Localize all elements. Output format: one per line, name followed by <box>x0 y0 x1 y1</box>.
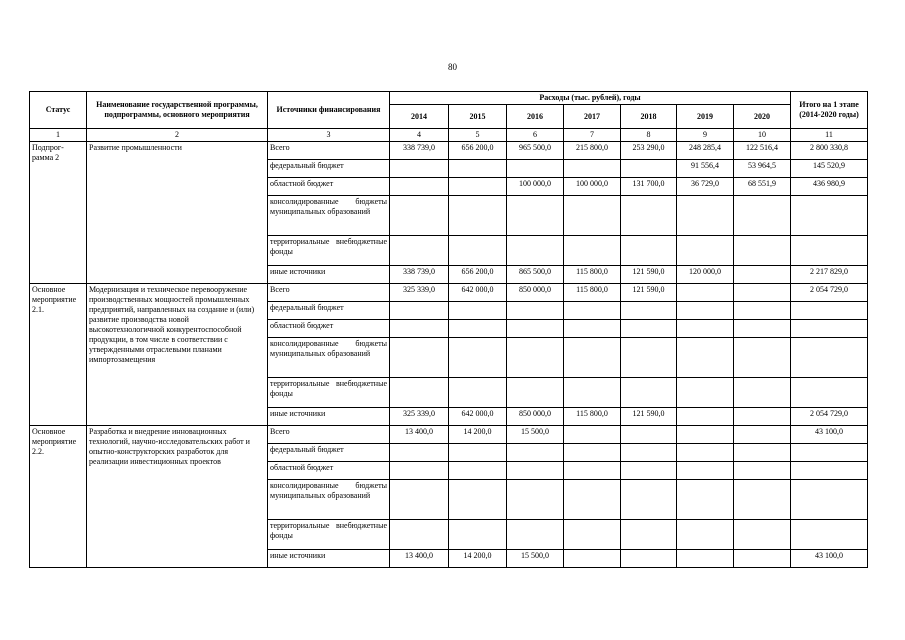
year-value-cell: 115 800,0 <box>564 284 621 302</box>
column-number: 7 <box>564 129 621 142</box>
funding-source-cell: федеральный бюджет <box>268 160 390 178</box>
year-value-cell <box>390 196 449 236</box>
total-value-cell: 2 217 829,0 <box>791 266 868 284</box>
header-year: 2020 <box>734 105 791 129</box>
status-cell: Основное мероприятие 2.1. <box>30 284 87 426</box>
column-number: 5 <box>449 129 507 142</box>
year-value-cell <box>734 378 791 408</box>
year-value-cell: 15 500,0 <box>507 550 564 568</box>
total-value-cell <box>791 520 868 550</box>
header-year: 2018 <box>621 105 677 129</box>
year-value-cell <box>390 462 449 480</box>
year-value-cell <box>564 444 621 462</box>
year-value-cell <box>621 302 677 320</box>
year-value-cell <box>449 338 507 378</box>
year-value-cell <box>621 338 677 378</box>
year-value-cell <box>507 462 564 480</box>
year-value-cell: 642 000,0 <box>449 284 507 302</box>
page-number: 80 <box>448 62 457 72</box>
funding-source-cell: областной бюджет <box>268 178 390 196</box>
program-name-cell: Разработка и внедрение инновационных технологий, научно-исследовательских работ и опытно-конструкторских разработок для реализации инвестиционных проектов <box>87 426 268 568</box>
total-value-cell <box>791 480 868 520</box>
header-status: Статус <box>30 92 87 129</box>
year-value-cell: 325 339,0 <box>390 408 449 426</box>
year-value-cell: 122 516,4 <box>734 142 791 160</box>
header-year: 2016 <box>507 105 564 129</box>
year-value-cell: 100 000,0 <box>507 178 564 196</box>
program-name-cell: Развитие промышленности <box>87 142 268 284</box>
year-value-cell <box>507 520 564 550</box>
header-year: 2014 <box>390 105 449 129</box>
total-value-cell: 436 980,9 <box>791 178 868 196</box>
year-value-cell: 121 590,0 <box>621 408 677 426</box>
year-value-cell <box>449 462 507 480</box>
total-value-cell <box>791 462 868 480</box>
year-value-cell <box>507 196 564 236</box>
year-value-cell <box>507 236 564 266</box>
year-value-cell <box>390 178 449 196</box>
year-value-cell <box>449 302 507 320</box>
year-value-cell: 115 800,0 <box>564 266 621 284</box>
year-value-cell: 656 200,0 <box>449 266 507 284</box>
funding-source-cell: иные источники <box>268 408 390 426</box>
year-value-cell <box>621 378 677 408</box>
year-value-cell <box>564 320 621 338</box>
year-value-cell <box>564 550 621 568</box>
total-value-cell <box>791 338 868 378</box>
year-value-cell <box>564 378 621 408</box>
funding-source-cell: территориальные внебюджетные фонды <box>268 236 390 266</box>
year-value-cell <box>564 480 621 520</box>
year-value-cell: 68 551,9 <box>734 178 791 196</box>
year-value-cell: 865 500,0 <box>507 266 564 284</box>
year-value-cell <box>390 160 449 178</box>
year-value-cell <box>734 196 791 236</box>
total-value-cell: 43 100,0 <box>791 550 868 568</box>
funding-source-cell: иные источники <box>268 550 390 568</box>
year-value-cell <box>449 444 507 462</box>
year-value-cell <box>677 550 734 568</box>
budget-table <box>29 91 868 568</box>
year-value-cell <box>390 320 449 338</box>
year-value-cell: 120 000,0 <box>677 266 734 284</box>
total-value-cell: 145 520,9 <box>791 160 868 178</box>
total-value-cell: 2 054 729,0 <box>791 284 868 302</box>
column-number: 1 <box>30 129 87 142</box>
program-name-cell: Модернизация и техническое перевооружение производственных мощностей промышленных предприятий, направленных на создание и (или) развитие производства новой высокотехнологичной конкурентоспособной продукции, в том числе в соответствии с утвержденными отраслевыми планами импортозамещения <box>87 284 268 426</box>
year-value-cell: 14 200,0 <box>449 426 507 444</box>
year-value-cell <box>734 338 791 378</box>
year-value-cell: 53 964,5 <box>734 160 791 178</box>
funding-source-cell: консолидированные бюджеты муниципальных образований <box>268 196 390 236</box>
year-value-cell <box>390 378 449 408</box>
year-value-cell <box>390 338 449 378</box>
year-value-cell <box>449 480 507 520</box>
year-value-cell: 91 556,4 <box>677 160 734 178</box>
table-row <box>30 142 868 160</box>
year-value-cell <box>734 302 791 320</box>
year-value-cell <box>564 302 621 320</box>
year-value-cell <box>734 520 791 550</box>
total-value-cell <box>791 236 868 266</box>
year-value-cell <box>734 408 791 426</box>
year-value-cell <box>621 520 677 550</box>
year-value-cell <box>507 338 564 378</box>
year-value-cell <box>449 378 507 408</box>
year-value-cell <box>677 444 734 462</box>
year-value-cell: 121 590,0 <box>621 284 677 302</box>
year-value-cell <box>564 236 621 266</box>
year-value-cell <box>677 236 734 266</box>
funding-source-cell: консолидированные бюджеты муниципальных образований <box>268 480 390 520</box>
year-value-cell <box>621 444 677 462</box>
year-value-cell <box>507 480 564 520</box>
funding-source-cell: федеральный бюджет <box>268 302 390 320</box>
funding-source-cell: территориальные внебюджетные фонды <box>268 520 390 550</box>
year-value-cell <box>449 178 507 196</box>
year-value-cell <box>677 284 734 302</box>
year-value-cell <box>507 302 564 320</box>
header-sources: Источники финансирования <box>268 92 390 129</box>
funding-source-cell: Всего <box>268 426 390 444</box>
year-value-cell <box>390 444 449 462</box>
year-value-cell: 338 739,0 <box>390 266 449 284</box>
total-value-cell <box>791 196 868 236</box>
year-value-cell <box>734 236 791 266</box>
year-value-cell <box>734 462 791 480</box>
year-value-cell <box>390 480 449 520</box>
header-total: Итого на 1 этапе (2014-2020 годы) <box>791 92 868 129</box>
year-value-cell <box>621 320 677 338</box>
year-value-cell <box>564 520 621 550</box>
total-value-cell <box>791 302 868 320</box>
column-number: 2 <box>87 129 268 142</box>
year-value-cell <box>507 444 564 462</box>
year-value-cell <box>507 160 564 178</box>
year-value-cell <box>449 236 507 266</box>
year-value-cell <box>449 196 507 236</box>
year-value-cell: 253 290,0 <box>621 142 677 160</box>
table-row <box>30 284 868 302</box>
funding-source-cell: консолидированные бюджеты муниципальных образований <box>268 338 390 378</box>
year-value-cell <box>677 378 734 408</box>
funding-source-cell: областной бюджет <box>268 462 390 480</box>
year-value-cell <box>734 550 791 568</box>
year-value-cell <box>449 520 507 550</box>
column-numbers-row <box>30 129 868 142</box>
column-number: 3 <box>268 129 390 142</box>
year-value-cell: 642 000,0 <box>449 408 507 426</box>
total-value-cell: 2 054 729,0 <box>791 408 868 426</box>
column-number: 6 <box>507 129 564 142</box>
year-value-cell <box>621 160 677 178</box>
year-value-cell: 850 000,0 <box>507 284 564 302</box>
year-value-cell <box>677 426 734 444</box>
year-value-cell <box>677 408 734 426</box>
year-value-cell <box>734 444 791 462</box>
column-number: 8 <box>621 129 677 142</box>
year-value-cell <box>564 426 621 444</box>
year-value-cell <box>390 302 449 320</box>
year-value-cell: 13 400,0 <box>390 426 449 444</box>
year-value-cell: 115 800,0 <box>564 408 621 426</box>
year-value-cell <box>390 236 449 266</box>
funding-source-cell: Всего <box>268 284 390 302</box>
total-value-cell <box>791 320 868 338</box>
year-value-cell <box>621 236 677 266</box>
year-value-cell <box>449 320 507 338</box>
year-value-cell <box>621 550 677 568</box>
year-value-cell: 15 500,0 <box>507 426 564 444</box>
year-value-cell: 131 700,0 <box>621 178 677 196</box>
header-year: 2017 <box>564 105 621 129</box>
year-value-cell <box>507 320 564 338</box>
funding-source-cell: территориальные внебюджетные фонды <box>268 378 390 408</box>
year-value-cell <box>734 284 791 302</box>
year-value-cell: 215 800,0 <box>564 142 621 160</box>
year-value-cell <box>734 320 791 338</box>
year-value-cell: 965 500,0 <box>507 142 564 160</box>
header-expenses: Расходы (тыс. рублей), годы <box>390 92 791 105</box>
status-cell: Основное мероприятие 2.2. <box>30 426 87 568</box>
year-value-cell: 850 000,0 <box>507 408 564 426</box>
funding-source-cell: областной бюджет <box>268 320 390 338</box>
total-value-cell <box>791 378 868 408</box>
funding-source-cell: Всего <box>268 142 390 160</box>
year-value-cell: 248 285,4 <box>677 142 734 160</box>
year-value-cell: 13 400,0 <box>390 550 449 568</box>
year-value-cell <box>677 462 734 480</box>
year-value-cell: 656 200,0 <box>449 142 507 160</box>
year-value-cell: 36 729,0 <box>677 178 734 196</box>
funding-source-cell: иные источники <box>268 266 390 284</box>
year-value-cell <box>677 302 734 320</box>
year-value-cell <box>677 480 734 520</box>
year-value-cell <box>734 426 791 444</box>
year-value-cell <box>677 196 734 236</box>
funding-source-cell: федеральный бюджет <box>268 444 390 462</box>
year-value-cell: 14 200,0 <box>449 550 507 568</box>
year-value-cell <box>564 160 621 178</box>
column-number: 11 <box>791 129 868 142</box>
header-year: 2019 <box>677 105 734 129</box>
year-value-cell <box>564 462 621 480</box>
column-number: 9 <box>677 129 734 142</box>
year-value-cell <box>621 426 677 444</box>
year-value-cell <box>734 480 791 520</box>
year-value-cell <box>390 520 449 550</box>
total-value-cell: 2 800 330,8 <box>791 142 868 160</box>
column-number: 4 <box>390 129 449 142</box>
year-value-cell <box>621 480 677 520</box>
total-value-cell <box>791 444 868 462</box>
year-value-cell <box>449 160 507 178</box>
year-value-cell <box>507 378 564 408</box>
total-value-cell: 43 100,0 <box>791 426 868 444</box>
header-year: 2015 <box>449 105 507 129</box>
year-value-cell <box>677 320 734 338</box>
year-value-cell <box>621 196 677 236</box>
year-value-cell: 100 000,0 <box>564 178 621 196</box>
year-value-cell <box>734 266 791 284</box>
year-value-cell <box>677 338 734 378</box>
year-value-cell <box>621 462 677 480</box>
table-row <box>30 426 868 444</box>
year-value-cell <box>564 338 621 378</box>
status-cell: Подпрог- рамма 2 <box>30 142 87 284</box>
year-value-cell: 121 590,0 <box>621 266 677 284</box>
year-value-cell: 325 339,0 <box>390 284 449 302</box>
header-name: Наименование государственной программы, подпрограммы, основного мероприятия <box>87 92 268 129</box>
year-value-cell <box>564 196 621 236</box>
column-number: 10 <box>734 129 791 142</box>
year-value-cell <box>677 520 734 550</box>
year-value-cell: 338 739,0 <box>390 142 449 160</box>
